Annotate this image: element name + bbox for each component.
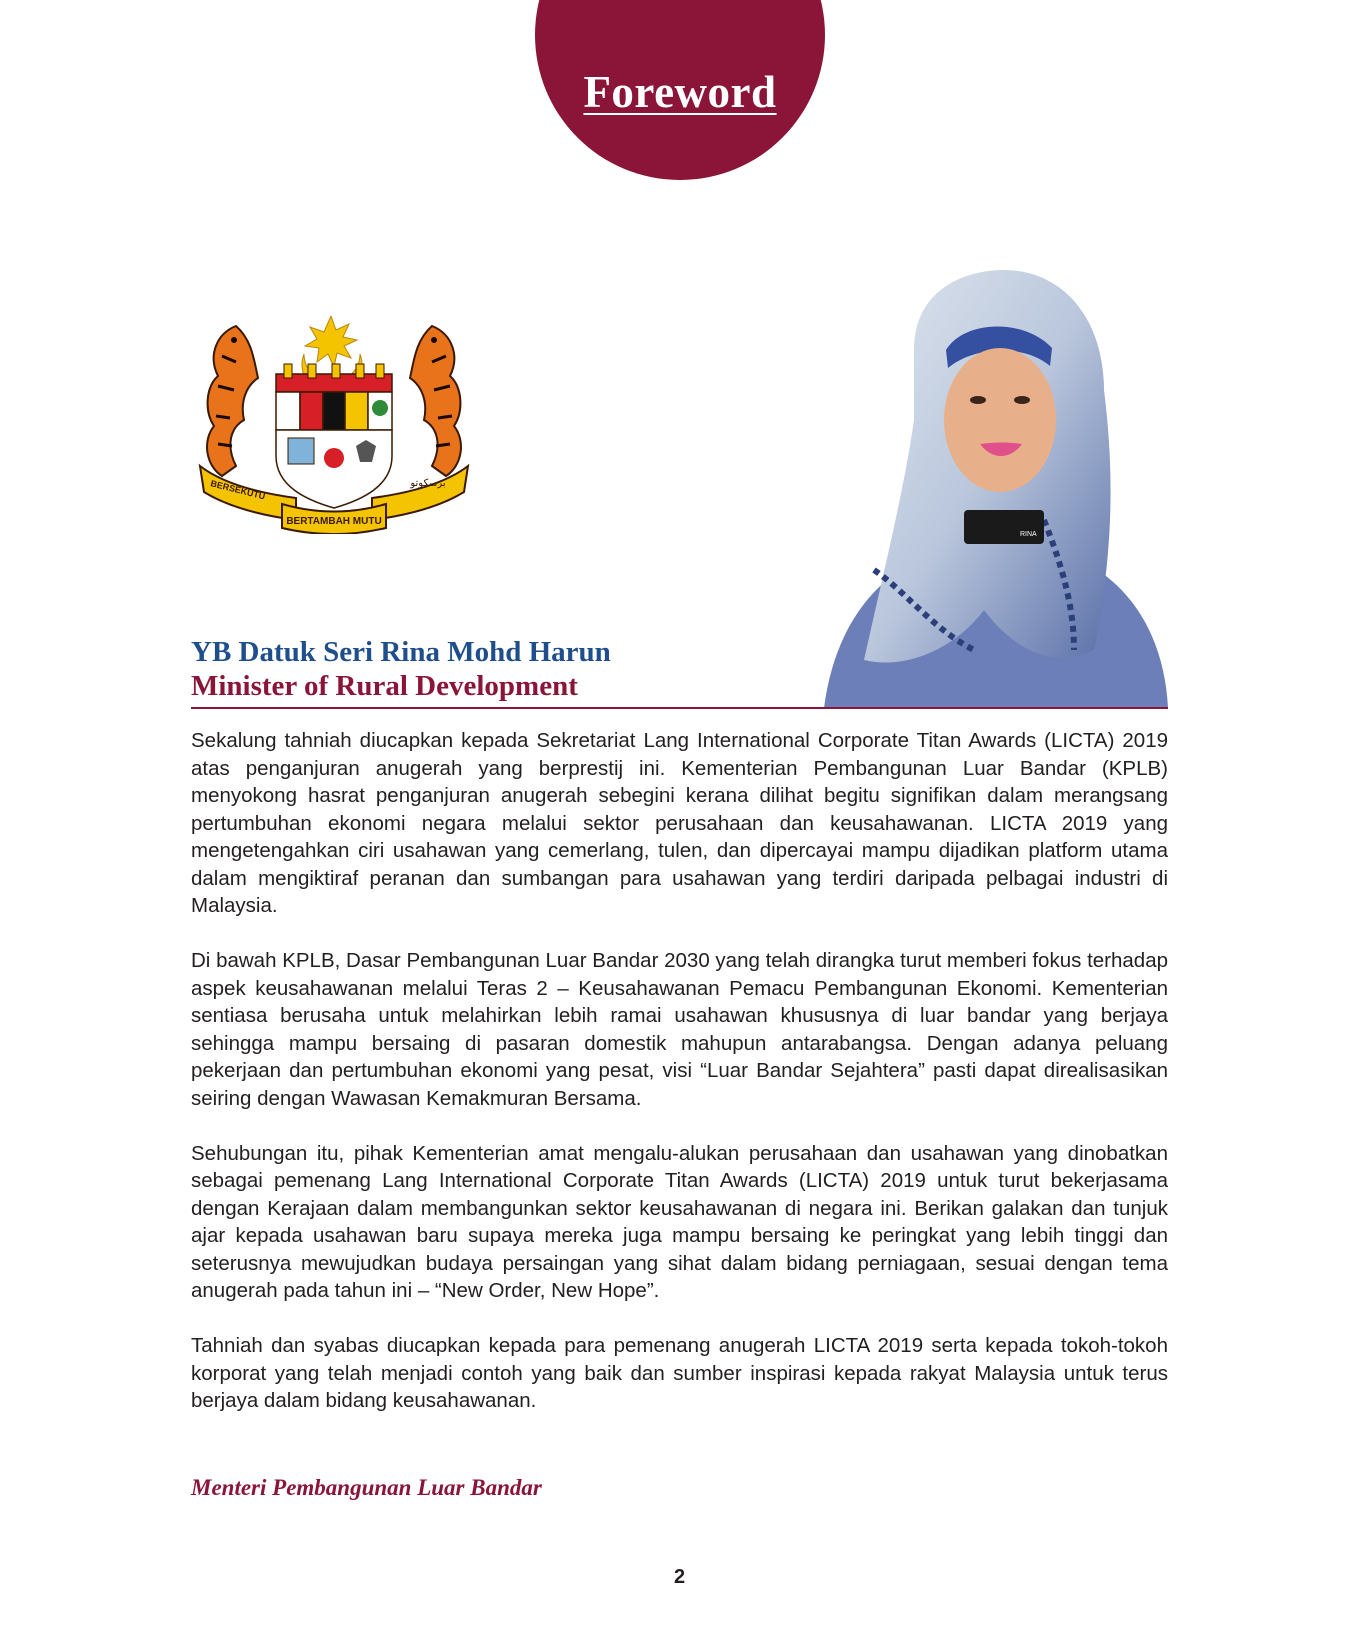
title-divider (191, 707, 1168, 709)
body-paragraph: Sehubungan itu, pihak Kementerian amat mengalu-alukan perusahaan dan usahawan yang dinobatkan sebagai pemenang Lang International Corporate Titan Awards (LICTA) 2019 untuk turut bekerjasama dengan Kerajaan dalam membangunkan sektor keusahawanan di negara ini. Berikan galakan dan tunjuk ajar kepada usahawan baru supaya mereka juga mampu bersaing ke peringkat yang lebih tinggi dan seterusnya mewujudkan budaya persaingan yang sihat dalam bidang perniagaan, sesuai dengan tema anugerah pada tahun ini – “New Order, New Hope”. (191, 1141, 1168, 1302)
body-paragraph: Tahniah dan syabas diucapkan kepada para pemenang anugerah LICTA 2019 serta kepada tokoh-tokoh korporat yang telah menjadi contoh yang baik dan sumber inspirasi kepada rakyat Malaysia untuk terus berjaya dalam bidang keusahawanan. (191, 1334, 1168, 1412)
right-tiger-icon (410, 326, 461, 476)
left-tiger-icon (207, 326, 258, 476)
name-badge-text: RINA (1020, 531, 1037, 538)
coat-of-arms-icon (196, 316, 472, 534)
page-number: 2 (673, 1566, 686, 1588)
motto-center-text: BERTAMBAH MUTU (286, 516, 382, 527)
body-paragraph: Sekalung tahniah diucapkan kepada Sekretariat Lang International Corporate Titan Awards (LICTA) 2019 atas penganjuran anugerah yang berprestij ini. Kementerian Pembangunan Luar Bandar (KPLB) menyokong hasrat penganjuran anugerah sebegini kerana dilihat begitu signifikan dalam merangsang pertumbuhan ekonomi negara melalui sektor perusahaan dan keusahawanan. LICTA 2019 yang mengetengahkan ciri usahawan yang cemerlang, tulen, dan dipercayai mampu dijadikan platform utama dalam mengiktiraf peranan dan sumbangan para usahawan yang terdiri daripada pelbagai industri di Malaysia. (191, 729, 1168, 917)
motto-left-text: BERSEKUTU (209, 478, 267, 502)
author-name: YB Datuk Seri Rina Mohd Harun (191, 636, 611, 668)
federal-star-icon (305, 316, 357, 367)
author-role: Minister of Rural Development (191, 670, 578, 702)
minister-portrait (814, 270, 1168, 708)
motto-jawi-text: برسكوتو (410, 478, 446, 489)
body-paragraph: Di bawah KPLB, Dasar Pembangunan Luar Bandar 2030 yang telah dirangka turut memberi fokus terhadap aspek keusahawanan melalui Teras 2 – Keusahawanan Pemacu Pembangunan Ekonomi. Kementerian sentiasa berusaha untuk melahirkan lebih ramai usahawan khususnya di luar bandar yang berjaya sehingga mampu bersaing di pasaran domestik mahupun antarabangsa. Dengan adanya peluang pekerjaan dan pertumbuhan ekonomi yang pesat, visi “Luar Bandar Sejahtera” pasti dapat direalisasikan seiring dengan Wawasan Kemakmuran Bersama. (191, 949, 1168, 1110)
signature-line: Menteri Pembangunan Luar Bandar (191, 1475, 542, 1500)
page-title: Foreword (583, 67, 777, 117)
shield-icon (276, 364, 392, 508)
foreword-body (191, 727, 1168, 1442)
